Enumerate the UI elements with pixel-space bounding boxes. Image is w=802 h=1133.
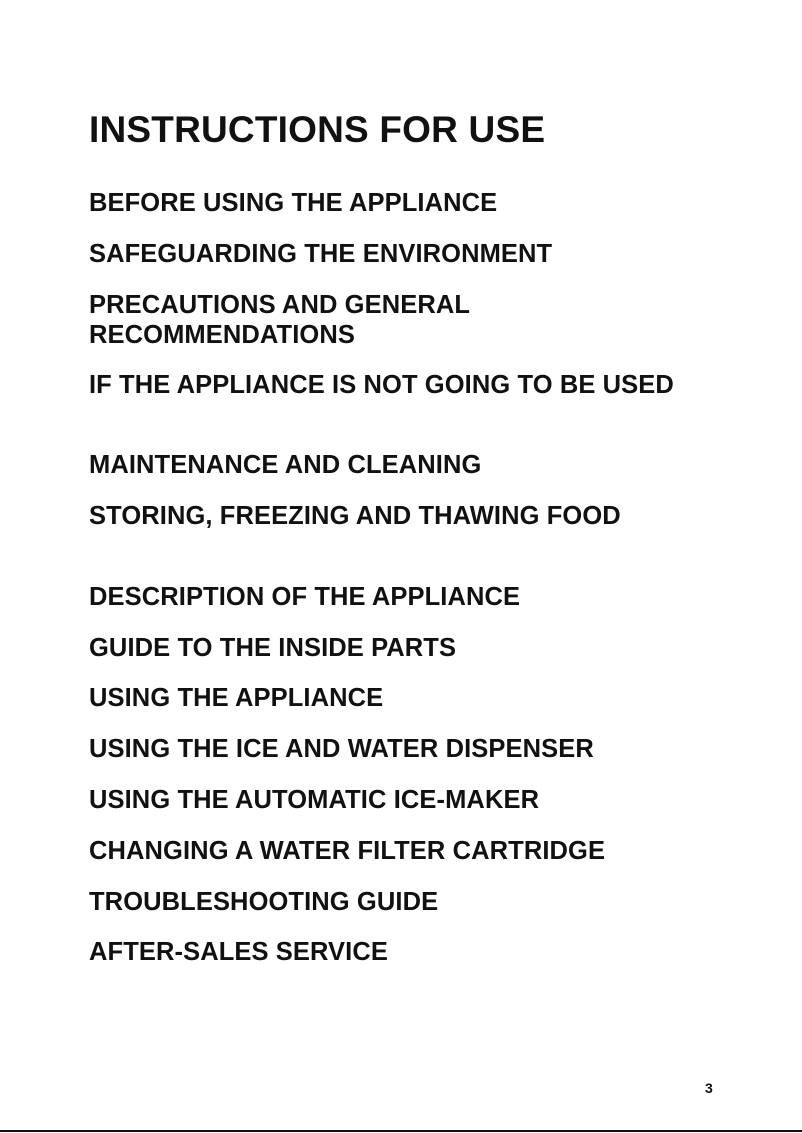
toc-item-description-appliance[interactable]: DESCRIPTION OF THE APPLIANCE <box>89 583 521 611</box>
toc-item-ice-maker[interactable]: USING THE AUTOMATIC ICE-MAKER <box>89 786 540 814</box>
toc-item-maintenance-cleaning[interactable]: MAINTENANCE AND CLEANING <box>89 451 482 479</box>
toc-item-inside-parts[interactable]: GUIDE TO THE INSIDE PARTS <box>89 634 457 662</box>
toc-item-storing-freezing-thawing[interactable]: STORING, FREEZING AND THAWING FOOD <box>89 502 621 530</box>
toc-item-troubleshooting[interactable]: TROUBLESHOOTING GUIDE <box>89 888 439 916</box>
toc-item-after-sales[interactable]: AFTER-SALES SERVICE <box>89 938 388 966</box>
toc-item-ice-water-dispenser[interactable]: USING THE ICE AND WATER DISPENSER <box>89 735 594 763</box>
toc-item-safeguarding-environment[interactable]: SAFEGUARDING THE ENVIRONMENT <box>89 240 553 268</box>
toc-item-before-using[interactable]: BEFORE USING THE APPLIANCE <box>89 189 498 217</box>
toc-item-water-filter[interactable]: CHANGING A WATER FILTER CARTRIDGE <box>89 837 606 865</box>
toc-item-using-appliance[interactable]: USING THE APPLIANCE <box>89 684 384 712</box>
bottom-divider <box>0 1130 802 1132</box>
toc-item-precautions[interactable]: PRECAUTIONS AND GENERAL RECOMMENDATIONS <box>89 291 470 349</box>
toc-item-not-used[interactable]: IF THE APPLIANCE IS NOT GOING TO BE USED <box>89 371 674 399</box>
page-number: 3 <box>705 1080 713 1096</box>
page-title: INSTRUCTIONS FOR USE <box>89 109 546 150</box>
